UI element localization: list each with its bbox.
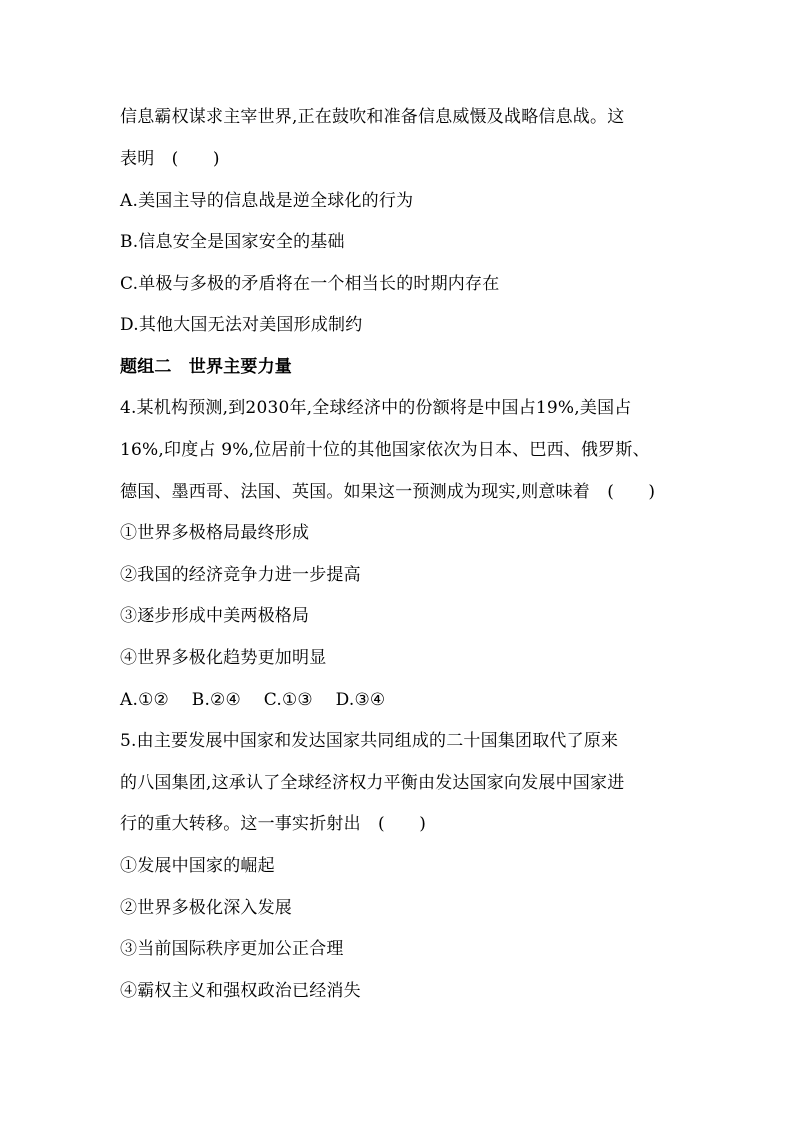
section-heading: 题组二 世界主要力量: [120, 357, 292, 377]
q4-statement-2: ②我国的经济竞争力进一步提高: [120, 565, 361, 585]
q3-option-d: D.其他大国无法对美国形成制约: [120, 315, 363, 335]
q3-stem-line-1: 信息霸权谋求主宰世界,正在鼓吹和准备信息威慑及战略信息战。这: [120, 107, 625, 127]
q5-statement-3: ③当前国际秩序更加公正合理: [120, 939, 344, 959]
q5-statement-1: ①发展中国家的崛起: [120, 856, 275, 876]
q3-option-a: A.美国主导的信息战是逆全球化的行为: [120, 191, 414, 211]
q4-statement-3: ③逐步形成中美两极格局: [120, 606, 310, 626]
q4-stem-line-1: 4.某机构预测,到2030年,全球经济中的份额将是中国占19%,美国占: [120, 398, 632, 418]
q5-stem-line-1: 5.由主要发展中国家和发达国家共同组成的二十国集团取代了原来: [120, 731, 619, 751]
q5-stem-line-3: 行的重大转移。这一事实折射出 ( ): [120, 814, 427, 834]
q3-option-c: C.单极与多极的矛盾将在一个相当长的时期内存在: [120, 274, 500, 294]
q4-answer-options: A.①② B.②④ C.①③ D.③④: [120, 690, 386, 710]
q5-statement-4: ④霸权主义和强权政治已经消失: [120, 981, 361, 1001]
q4-statement-1: ①世界多极格局最终形成: [120, 523, 310, 543]
q4-stem-line-3: 德国、墨西哥、法国、英国。如果这一预测成为现实,则意味着 ( ): [120, 482, 656, 502]
q5-statement-2: ②世界多极化深入发展: [120, 898, 292, 918]
q4-stem-line-2: 16%,印度占 9%,位居前十位的其他国家依次为日本、巴西、俄罗斯、: [120, 440, 650, 460]
q3-option-b: B.信息安全是国家安全的基础: [120, 232, 345, 252]
q3-stem-line-2: 表明 ( ): [120, 149, 220, 169]
q5-stem-line-2: 的八国集团,这承认了全球经济权力平衡由发达国家向发展中国家进: [120, 773, 625, 793]
q4-statement-4: ④世界多极化趋势更加明显: [120, 648, 327, 668]
